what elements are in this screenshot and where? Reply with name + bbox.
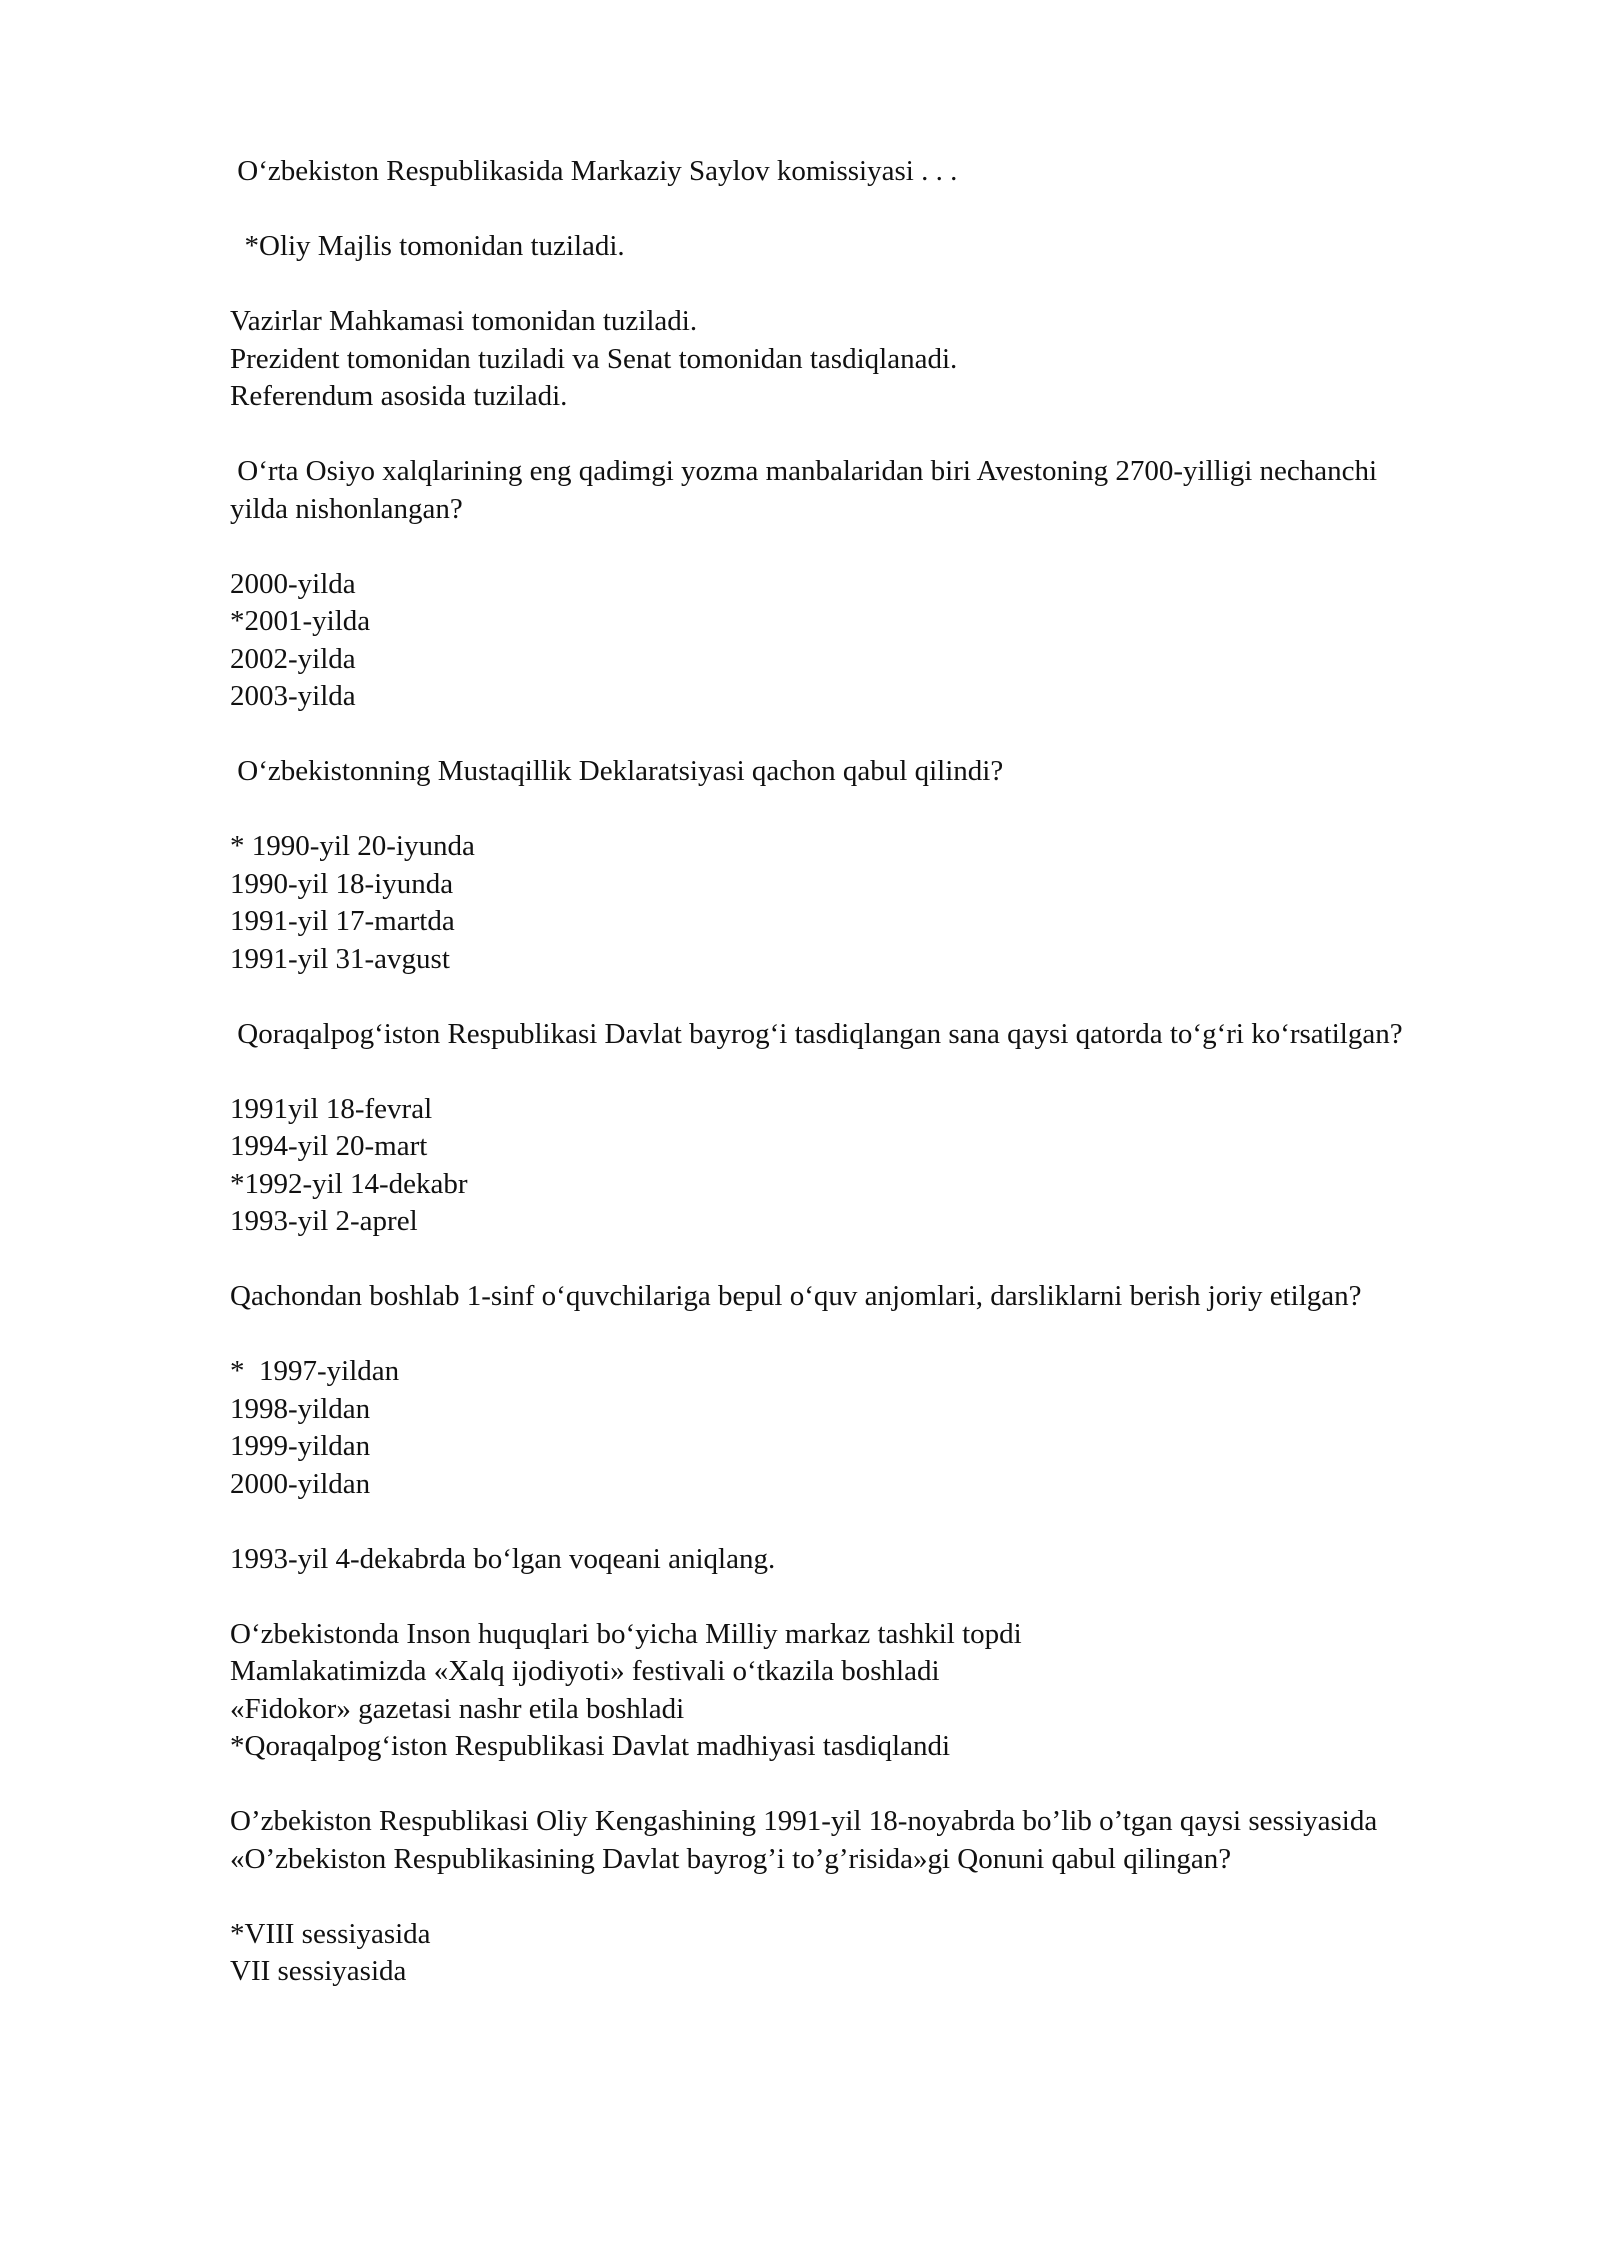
answer-option: 1994-yil 20-mart bbox=[230, 1130, 428, 1162]
answer-block bbox=[230, 828, 1410, 978]
answer-option: * 1997-yildan bbox=[230, 1355, 400, 1387]
answer-option: 1999-yildan bbox=[230, 1430, 371, 1462]
question-block bbox=[230, 153, 1410, 191]
quiz-content bbox=[230, 153, 1410, 2028]
answer-block bbox=[230, 1353, 1410, 1503]
question-block bbox=[230, 1803, 1410, 1878]
answer-option: 1990-yil 18-iyunda bbox=[230, 867, 454, 900]
answer-option: 2003-yilda bbox=[230, 680, 356, 712]
answer-option: 1991yil 18-fevral bbox=[230, 1092, 433, 1125]
question-block bbox=[230, 1541, 1410, 1579]
answer-option: O‘zbekistonda Inson huquqlari bo‘yicha Milliy markaz tashkil topdi bbox=[230, 1617, 1022, 1650]
answer-option: *2001-yilda bbox=[230, 605, 371, 637]
answer-option: *1992-yil 14-dekabr bbox=[230, 1167, 468, 1200]
answer-option: *Qoraqalpog‘iston Respublikasi Davlat madhiyasi tasdiqlandi bbox=[230, 1730, 951, 1762]
question-text: O‘zbekistonning Mustaqillik Deklaratsiyasi qachon qabul qilindi? bbox=[230, 755, 1004, 787]
answer-block bbox=[230, 1091, 1410, 1241]
answer-option: Referendum asosida tuziladi. bbox=[230, 380, 568, 412]
answer-option: 2000-yilda bbox=[230, 567, 356, 600]
answer-block bbox=[230, 303, 1410, 416]
answer-option: «Fidokor» gazetasi nashr etila boshladi bbox=[230, 1692, 685, 1725]
answer-option: Prezident tomonidan tuziladi va Senat tomonidan tasdiqlanadi. bbox=[230, 342, 958, 375]
question-text: Qoraqalpog‘iston Respublikasi Davlat bayrog‘i tasdiqlangan sana qaysi qatorda to‘g‘ri ko‘rsatilgan? bbox=[230, 1017, 1403, 1050]
answer-option: 1993-yil 2-aprel bbox=[230, 1205, 418, 1237]
question-text: Qachondan boshlab 1-sinf o‘quvchilariga bepul o‘quv anjomlari, darsliklarni berish joriy etilgan? bbox=[230, 1280, 1362, 1312]
answer-block bbox=[230, 228, 1410, 266]
answer-block bbox=[230, 1616, 1410, 1766]
answer-option: 1991-yil 17-martda bbox=[230, 905, 455, 937]
answer-option: Mamlakatimizda «Xalq ijodiyoti» festivali o‘tkazila boshladi bbox=[230, 1655, 940, 1687]
question-text: O’zbekiston Respublikasi Oliy Kengashining 1991-yil 18-noyabrda bo’lib o’tgan qaysi sessiyasida «O’zbekiston Respublikasining Davlat bayrog’i to’g’risida»gi Qonuni qabul qilingan? bbox=[230, 1805, 1385, 1875]
question-block bbox=[230, 753, 1410, 791]
answer-option: 1991-yil 31-avgust bbox=[230, 942, 450, 975]
question-block bbox=[230, 1016, 1410, 1054]
answer-block bbox=[230, 566, 1410, 716]
answer-block bbox=[230, 1916, 1410, 1991]
question-text: 1993-yil 4-dekabrda bo‘lgan voqeani aniqlang. bbox=[230, 1542, 776, 1575]
question-block bbox=[230, 1278, 1410, 1316]
answer-option: Vazirlar Mahkamasi tomonidan tuziladi. bbox=[230, 305, 698, 337]
answer-option: *Oliy Majlis tomonidan tuziladi. bbox=[230, 230, 625, 262]
answer-option: 1998-yildan bbox=[230, 1392, 371, 1425]
answer-option: 2002-yilda bbox=[230, 642, 356, 675]
question-block bbox=[230, 453, 1410, 528]
answer-option: VII sessiyasida bbox=[230, 1955, 407, 1987]
question-text: O‘zbekiston Respublikasida Markaziy Saylov komissiyasi . . . bbox=[230, 155, 958, 187]
answer-option: *VIII sessiyasida bbox=[230, 1917, 431, 1950]
answer-option: 2000-yildan bbox=[230, 1467, 371, 1500]
answer-option: * 1990-yil 20-iyunda bbox=[230, 830, 475, 862]
question-text: O‘rta Osiyo xalqlarining eng qadimgi yozma manbalaridan biri Avestoning 2700-yilligi nechanchi yilda nishonlangan? bbox=[230, 455, 1385, 525]
